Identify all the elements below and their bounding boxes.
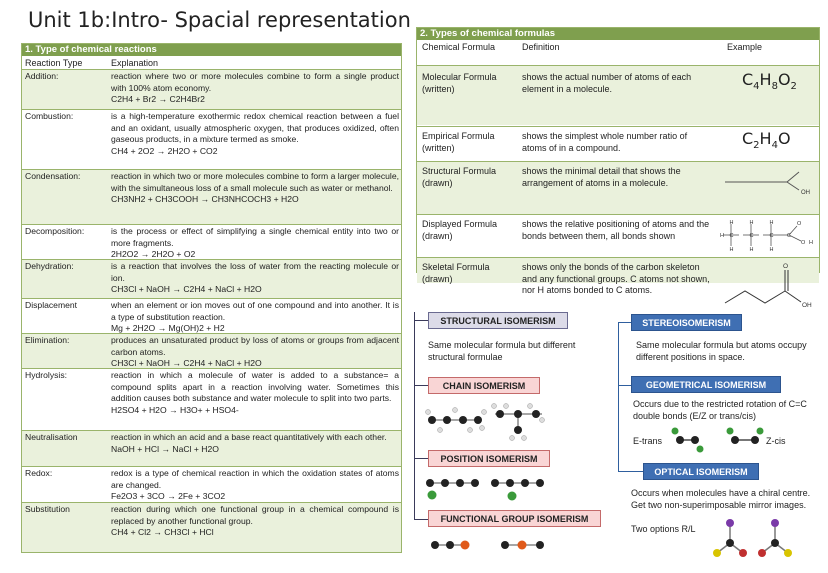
chain-isomerism-label: CHAIN ISOMERISM	[428, 377, 540, 394]
reaction-explanation	[111, 226, 399, 261]
connector-line	[414, 385, 428, 386]
reaction-equation: NaOH + HCl → NaCl + H2O	[111, 443, 219, 454]
svg-text:H: H	[729, 220, 734, 226]
optical-isomerism-text: Occurs when molecules have a chiral centre. Get two non-superimposable mirror images.	[631, 488, 811, 510]
reaction-row	[22, 368, 401, 430]
reaction-description: reaction in which a molecule of water is added to a substance= a compound splits apart in a reaction involving water. Sometimes this addition causes both substance and water molecule to split into two parts.	[111, 370, 399, 404]
reaction-equation: CH4 + 2O2 → 2H2O + CO2	[111, 145, 218, 156]
formula-definition: shows the minimal detail that shows the arrangement of atoms in a molecule.	[522, 166, 681, 188]
formula-definition: shows only the bonds of the carbon skeleton and any functional groups. C atoms not shown, nor H atoms bonded to C atoms.	[522, 262, 710, 296]
oh-label: OH	[801, 190, 810, 196]
formula-example	[717, 127, 817, 161]
connector-line	[414, 312, 415, 520]
connector-line	[414, 519, 428, 520]
svg-text:H: H	[769, 220, 774, 226]
reaction-description: is a reaction that involves the loss of water from the reacting molecule or ion.	[111, 261, 399, 283]
formulas-header: 2. Types of chemical formulas	[417, 28, 819, 40]
chain-isomer-models-image	[420, 400, 610, 445]
reaction-type: Substitution	[25, 504, 70, 514]
reaction-equation: CH3Cl + NaOH → C2H4 + NaCl + H2O	[111, 284, 262, 295]
svg-text:H: H	[769, 247, 774, 253]
reaction-description: reaction in which an acid and a base react quantitatively with each other.	[111, 432, 387, 442]
structural-formula-diagram	[717, 162, 817, 212]
reaction-description: when an element or ion moves out of one compound and into another. It is a type of substitution reaction.	[111, 300, 399, 322]
formula-row	[417, 126, 819, 161]
reaction-explanation	[111, 432, 399, 455]
reaction-row	[22, 109, 401, 169]
geometrical-isomer-models-image	[670, 425, 790, 455]
formula-row	[417, 257, 819, 309]
position-isomerism-label: POSITION ISOMERISM	[428, 450, 550, 467]
svg-text:H: H	[749, 247, 754, 253]
formula-row	[417, 161, 819, 214]
optical-isomer-models-image	[705, 515, 815, 565]
formula-type: Displayed Formula (drawn)	[422, 219, 498, 241]
formula-example-text: $C_4H_8O_2$	[742, 70, 797, 93]
svg-text:O: O	[801, 240, 806, 246]
formula-type: Structural Formula (drawn)	[422, 166, 497, 188]
formula-type: Skeletal Formula (drawn)	[422, 262, 490, 284]
connector-line	[414, 458, 428, 459]
svg-text:C: C	[749, 233, 754, 239]
reaction-explanation	[111, 468, 399, 503]
reaction-explanation	[111, 71, 399, 106]
formulas-table	[416, 27, 820, 309]
reactions-header: 1. Type of chemical reactions	[22, 44, 401, 56]
reactions-column-headers	[22, 57, 401, 69]
reaction-explanation	[111, 261, 399, 296]
col-explanation: Explanation	[111, 58, 159, 68]
formula-example	[717, 162, 817, 214]
reaction-explanation	[111, 171, 399, 206]
reaction-type: Elimination:	[25, 335, 70, 345]
connector-line	[618, 322, 631, 323]
svg-text:C: C	[769, 233, 774, 239]
svg-text:H: H	[809, 240, 813, 246]
oh-label: OH	[802, 302, 812, 309]
svg-text:H: H	[729, 247, 734, 253]
reaction-type: Displacement	[25, 300, 78, 310]
geometrical-isomerism-label: GEOMETRICAL ISOMERISM	[631, 376, 781, 393]
functional-group-isomer-models-image	[425, 530, 605, 560]
reaction-type: Dehydration:	[25, 261, 74, 271]
stereoisomerism-label: STEREOISOMERISM	[631, 314, 742, 331]
reaction-type: Condensation:	[25, 171, 81, 181]
reaction-type: Neutralisation	[25, 432, 78, 442]
reaction-explanation	[111, 300, 399, 335]
reaction-equation: CH4 + Cl2 → CH3Cl + HCl	[111, 527, 214, 538]
reaction-description: reaction where two or more molecules combine to form a single product with 100% atom economy.	[111, 71, 399, 93]
svg-text:O: O	[797, 221, 802, 227]
reactions-table	[21, 43, 402, 553]
reaction-type: Decomposition:	[25, 226, 85, 236]
z-cis-label: Z-cis	[766, 436, 786, 446]
reaction-equation: H2SO4 + H2O → H3O+ + HSO4-	[111, 404, 239, 415]
col-reaction-type: Reaction Type	[25, 58, 83, 68]
formula-type: Molecular Formula (written)	[422, 72, 497, 94]
svg-text:H: H	[749, 220, 754, 226]
e-trans-label: E-trans	[633, 436, 663, 446]
reaction-row	[22, 298, 401, 333]
reaction-explanation	[111, 504, 399, 539]
formula-row	[417, 214, 819, 257]
functional-group-isomerism-label: FUNCTIONAL GROUP ISOMERISM	[428, 510, 601, 527]
page-title: Unit 1b:Intro- Spacial representation	[28, 8, 411, 32]
optical-options-text: Two options R/L	[631, 524, 696, 534]
reaction-row	[22, 259, 401, 298]
svg-text:H: H	[720, 233, 724, 239]
reaction-equation: CH3NH2 + CH3COOH → CH3NHCOCH3 + H2O	[111, 194, 299, 205]
svg-text:C: C	[787, 233, 791, 239]
reaction-description: produces an unsaturated product by loss of atoms or groups from adjacent carbon atoms.	[111, 335, 399, 357]
col-chemical-formula: Chemical Formula	[422, 42, 496, 52]
reaction-equation: C2H4 + Br2 → C2H4Br2	[111, 94, 205, 105]
reaction-equation: Mg + 2H2O → Mg(OH)2 + H2	[111, 323, 225, 334]
formula-definition: shows the relative positioning of atoms and the bonds between them, all bonds shown	[522, 219, 710, 241]
reaction-equation: Fe2O3 + 3CO → 2Fe + 3CO2	[111, 491, 226, 502]
svg-text:C: C	[729, 233, 734, 239]
connector-line	[414, 320, 428, 321]
stereoisomerism-text: Same molecular formula but atoms occupy different positions in space.	[636, 340, 807, 362]
reaction-description: redox is a type of chemical reaction in which the oxidation states of atoms are changed.	[111, 468, 399, 490]
reaction-description: is the process or effect of simplifying a single chemical entity into two or more fragments.	[111, 226, 399, 248]
reaction-equation: 2H2O2 → 2H2O + O2	[111, 249, 196, 260]
reaction-row	[22, 69, 401, 109]
o-label: O	[783, 263, 789, 270]
connector-line	[618, 471, 643, 472]
geometrical-isomerism-text: Occurs due to the restricted rotation of C=C double bonds (E/Z or trans/cis)	[633, 399, 807, 421]
reaction-type: Addition:	[25, 71, 59, 81]
formula-example	[717, 66, 817, 125]
position-isomer-models-image	[420, 468, 610, 510]
reaction-row	[22, 466, 401, 502]
reaction-row	[22, 224, 401, 259]
formula-example-text: $C_2H_4O$	[742, 129, 791, 152]
reaction-description: reaction during which one functional group in a chemical compound is replaced by another functional group.	[111, 504, 399, 526]
formula-example	[717, 215, 817, 257]
formula-example	[717, 258, 817, 318]
reaction-explanation	[111, 335, 399, 370]
skeletal-formula-diagram	[717, 258, 817, 318]
structural-isomerism-text: Same molecular formula but different structural formulae	[428, 340, 576, 362]
connector-line	[618, 322, 619, 472]
col-example: Example	[727, 42, 763, 52]
formula-definition: shows the simplest whole number ratio of atoms of in a compound.	[522, 131, 688, 153]
optical-isomerism-label: OPTICAL ISOMERISM	[643, 463, 759, 480]
reaction-description: reaction in which two or more molecules combine to form a larger molecule, with the simultaneous loss of a small molecule such as water or methanol.	[111, 171, 399, 193]
displayed-formula-diagram	[717, 215, 817, 257]
reaction-explanation	[111, 370, 399, 416]
structural-isomerism-label: STRUCTURAL ISOMERISM	[428, 312, 568, 329]
reaction-row	[22, 333, 401, 368]
reaction-type: Combustion:	[25, 111, 74, 121]
formula-row	[417, 65, 819, 125]
formula-definition: shows the actual number of atoms of each element in a molecule.	[522, 72, 692, 94]
col-definition: Definition	[522, 42, 560, 52]
connector-line	[618, 385, 631, 386]
reaction-description: is a high-temperature exothermic redox chemical reaction between a fuel and an oxidant, usually atmospheric oxygen, that produces oxidized, often gaseous products, in a mixture termed as smoke.	[111, 111, 399, 145]
reaction-row	[22, 502, 401, 552]
reaction-type: Redox:	[25, 468, 53, 478]
reaction-row	[22, 430, 401, 466]
reaction-row	[22, 169, 401, 224]
reaction-explanation	[111, 111, 399, 157]
reaction-type: Hydrolysis:	[25, 370, 68, 380]
reaction-equation: CH3Cl + NaOH → C2H4 + NaCl + H2O	[111, 358, 262, 369]
formula-type: Empirical Formula (written)	[422, 131, 495, 153]
